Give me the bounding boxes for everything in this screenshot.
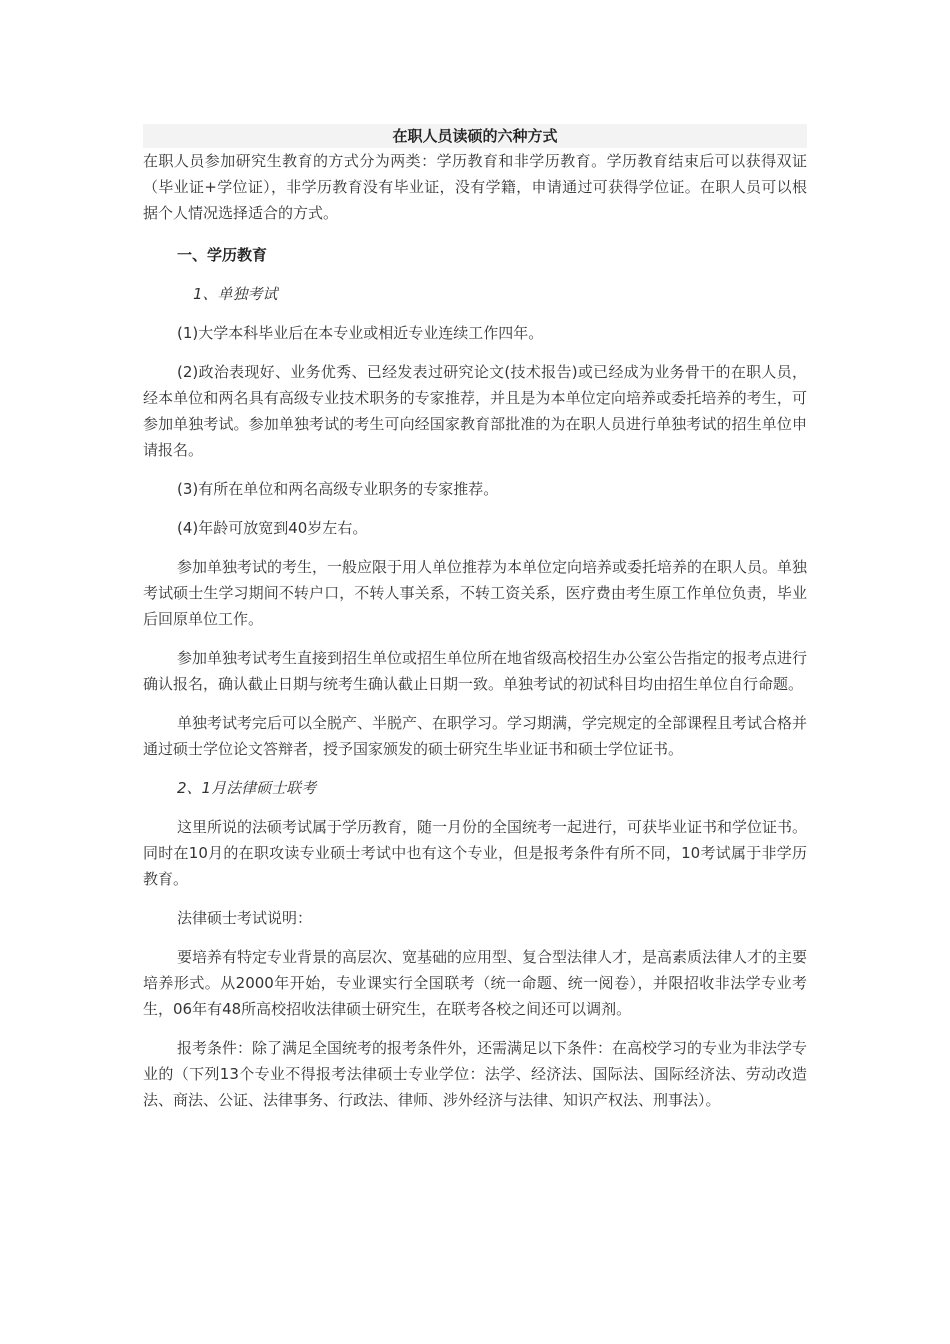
paragraph: 这里所说的法硕考试属于学历教育，随一月份的全国统考一起进行，可获毕业证书和学位证书。同时在10月的在职攻读专业硕士考试中也有这个专业，但是报考条件有所不同，10考试属于非学历教育。 xyxy=(143,818,808,888)
intro-paragraph: 在职人员参加研究生教育的方式分为两类：学历教育和非学历教育。学历教育结束后可以获得双证（毕业证+学位证），非学历教育没有毕业证，没有学籍，申请通过可获得学位证。在职人员可以根据个人情况选择适合的方式。 xyxy=(143,152,807,222)
paragraph: 要培养有特定专业背景的高层次、宽基础的应用型、复合型法律人才，是高素质法律人才的主要培养形式。从2000年开始，专业课实行全国联考（统一命题、统一阅卷），并限招收非法学专业考生，06年有48所高校招收法律硕士研究生，在联考各校之间还可以调剂。 xyxy=(143,948,808,1018)
document-title: 在职人员读硕的六种方式 xyxy=(143,124,807,148)
paragraph: (1)大学本科毕业后在本专业或相近专业连续工作四年。 xyxy=(177,324,544,342)
paragraph: (2)政治表现好、业务优秀、已经发表过研究论文(技术报告)或已经成为业务骨干的在职人员，经本单位和两名具有高级专业技术职务的专家推荐，并且是为本单位定向培养或委托培养的考生，可参加单独考试。参加单独考试的考生可向经国家教育部批准的为在职人员进行单独考试的招生单位申请报名。 xyxy=(143,363,807,459)
paragraph: 单独考试考完后可以全脱产、半脱产、在职学习。学习期满，学完规定的全部课程且考试合格并通过硕士学位论文答辩者，授予国家颁发的硕士研究生毕业证书和硕士学位证书。 xyxy=(143,714,808,758)
paragraph: 参加单独考试的考生，一般应限于用人单位推荐为本单位定向培养或委托培养的在职人员。单独考试硕士生学习期间不转户口，不转人事关系，不转工资关系，医疗费由考生原工作单位负责，毕业后回原单位工作。 xyxy=(143,558,808,628)
section-heading-academic-education: 一、学历教育 xyxy=(177,246,268,264)
paragraph: 法律硕士考试说明： xyxy=(177,909,313,927)
paragraph: (3)有所在单位和两名高级专业职务的专家推荐。 xyxy=(177,480,499,498)
subsection-heading-law-master-exam: 2、1月法律硕士联考 xyxy=(177,779,317,797)
document-page xyxy=(143,124,807,1113)
paragraph: 报考条件：除了满足全国统考的报考条件外，还需满足以下条件：在高校学习的专业为非法学专业的（下列13个专业不得报考法律硕士专业学位：法学、经济法、国际法、国际经济法、劳动改造法、商法、公证、法律事务、行政法、律师、涉外经济与法律、知识产权法、刑事法）。 xyxy=(143,1039,808,1109)
subsection-heading-separate-exam: 1、单独考试 xyxy=(193,285,278,303)
paragraph: (4)年龄可放宽到40岁左右。 xyxy=(177,519,368,537)
paragraph: 参加单独考试考生直接到招生单位或招生单位所在地省级高校招生办公室公告指定的报考点进行确认报名，确认截止日期与统考生确认截止日期一致。单独考试的初试科目均由招生单位自行命题。 xyxy=(143,649,808,693)
